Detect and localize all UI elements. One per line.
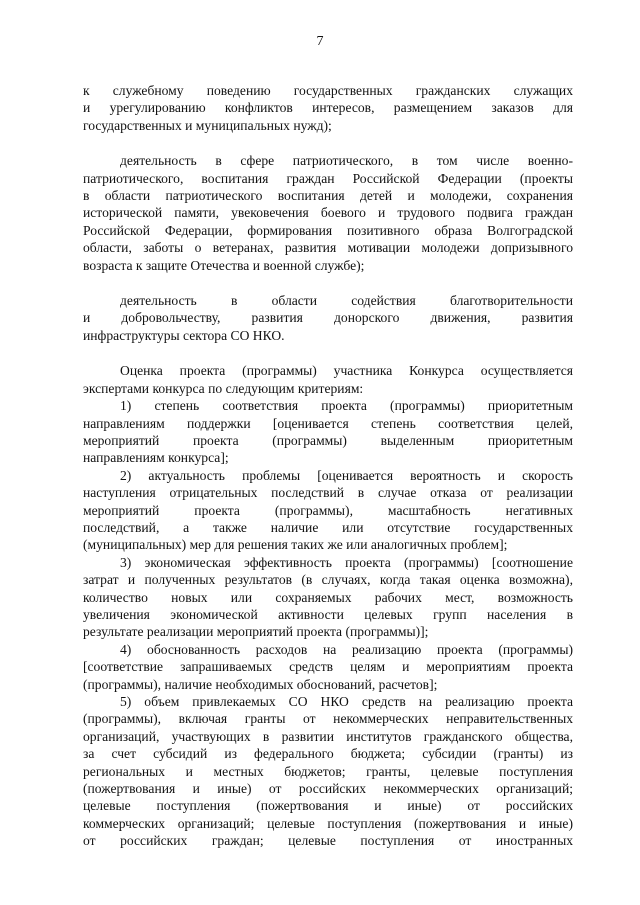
text-line: (программы), наличие необходимых обоснований, расчетов]; xyxy=(83,676,438,692)
text-line: (муниципальных) мер для решения таких же или аналогичных проблем]; xyxy=(83,537,508,553)
text-line: наступления отрицательных последствий в случае отказа от реализации xyxy=(83,485,573,501)
text-line: деятельность в сфере патриотического, в том числе военно- xyxy=(120,153,573,169)
text-line: региональных и местных бюджетов; гранты, целевые поступления xyxy=(83,763,573,779)
paragraph xyxy=(83,292,573,344)
text-line: и урегулированию конфликтов интересов, размещением заказов для xyxy=(83,100,573,116)
text-line: возраста к защите Отечества и военной службе); xyxy=(83,257,365,273)
text-line: области, заботы о ветеранах, развития мотивации молодежи допризывного xyxy=(83,240,573,256)
text-line: от российских граждан; целевые поступления от иностранных xyxy=(83,833,573,849)
text-line: в области патриотического воспитания детей и молодежи, сохранения xyxy=(83,188,573,204)
text-line: к служебному поведению государственных гражданских служащих xyxy=(83,83,573,98)
text-line: 4) обоснованность расходов на реализацию проекта (программы) xyxy=(120,641,573,657)
page-number: 7 xyxy=(316,34,324,49)
text-line: целевые поступления (пожертвования и иные) от российских xyxy=(83,798,573,814)
text-line: (программы), включая гранты от некоммерческих неправительственных xyxy=(83,711,573,727)
text-line: инфраструктуры сектора СО НКО. xyxy=(83,327,285,343)
text-line: [соответствие запрашиваемых средств целям и мероприятиям проекта xyxy=(83,659,573,675)
text-line: результате реализации мероприятий проекта (программы)]; xyxy=(83,624,429,640)
text-line: коммерческих организаций; целевые поступления (пожертвования и иные) xyxy=(83,815,573,831)
text-line: направлениям конкурса]; xyxy=(83,450,229,466)
text-line: патриотического, воспитания граждан Российской Федерации (проекты xyxy=(83,170,573,186)
text-line: за счет субсидий из федерального бюджета; субсидии (гранты) из xyxy=(83,746,573,762)
text-line: исторической памяти, увековечения боевого и трудового подвига граждан xyxy=(83,205,573,221)
text-line: (пожертвования и иные) от российских некоммерческих организаций; xyxy=(83,781,573,797)
paragraph xyxy=(83,362,573,397)
paragraph xyxy=(83,641,573,693)
document-body xyxy=(83,82,573,850)
text-line: количество новых или сохраняемых рабочих мест, возможность xyxy=(83,589,573,605)
text-line: экспертами конкурса по следующим критериям: xyxy=(83,380,364,396)
paragraph xyxy=(83,397,573,467)
text-line: затрат и полученных результатов (в случаях, когда такая оценка возможна), xyxy=(83,572,573,588)
paragraph xyxy=(83,467,573,554)
text-line: Российской Федерации, формирования позитивного образа Волгоградской xyxy=(83,222,573,238)
text-line: 3) экономическая эффективность проекта (программы) [соотношение xyxy=(120,554,573,570)
text-line: и добровольчеству, развития донорского движения, развития xyxy=(83,310,573,326)
text-line: 1) степень соответствия проекта (программы) приоритетным xyxy=(120,398,573,414)
text-line: государственных и муниципальных нужд); xyxy=(83,117,332,133)
text-line: мероприятий проекта (программы), масштабность негативных xyxy=(83,502,573,518)
paragraph xyxy=(83,82,573,134)
text-line: 5) объем привлекаемых СО НКО средств на реализацию проекта xyxy=(120,694,573,709)
paragraph xyxy=(83,693,573,850)
text-line: увеличения экономической активности целевых групп населения в xyxy=(83,606,573,622)
text-line: направлениям поддержки [оценивается степень соответствия целей, xyxy=(83,415,573,431)
text-line: последствий, а также наличие или отсутствие государственных xyxy=(83,519,573,535)
text-line: организаций, участвующих в развитии институтов гражданского общества, xyxy=(83,728,573,744)
paragraph xyxy=(83,554,573,641)
text-line: Оценка проекта (программы) участника Конкурса осуществляется xyxy=(120,363,573,379)
text-line: 2) актуальность проблемы [оценивается вероятность и скорость xyxy=(120,467,573,483)
text-line: деятельность в области содействия благотворительности xyxy=(120,293,573,309)
paragraph xyxy=(83,152,573,274)
text-line: мероприятий проекта (программы) выделенным приоритетным xyxy=(83,432,573,448)
